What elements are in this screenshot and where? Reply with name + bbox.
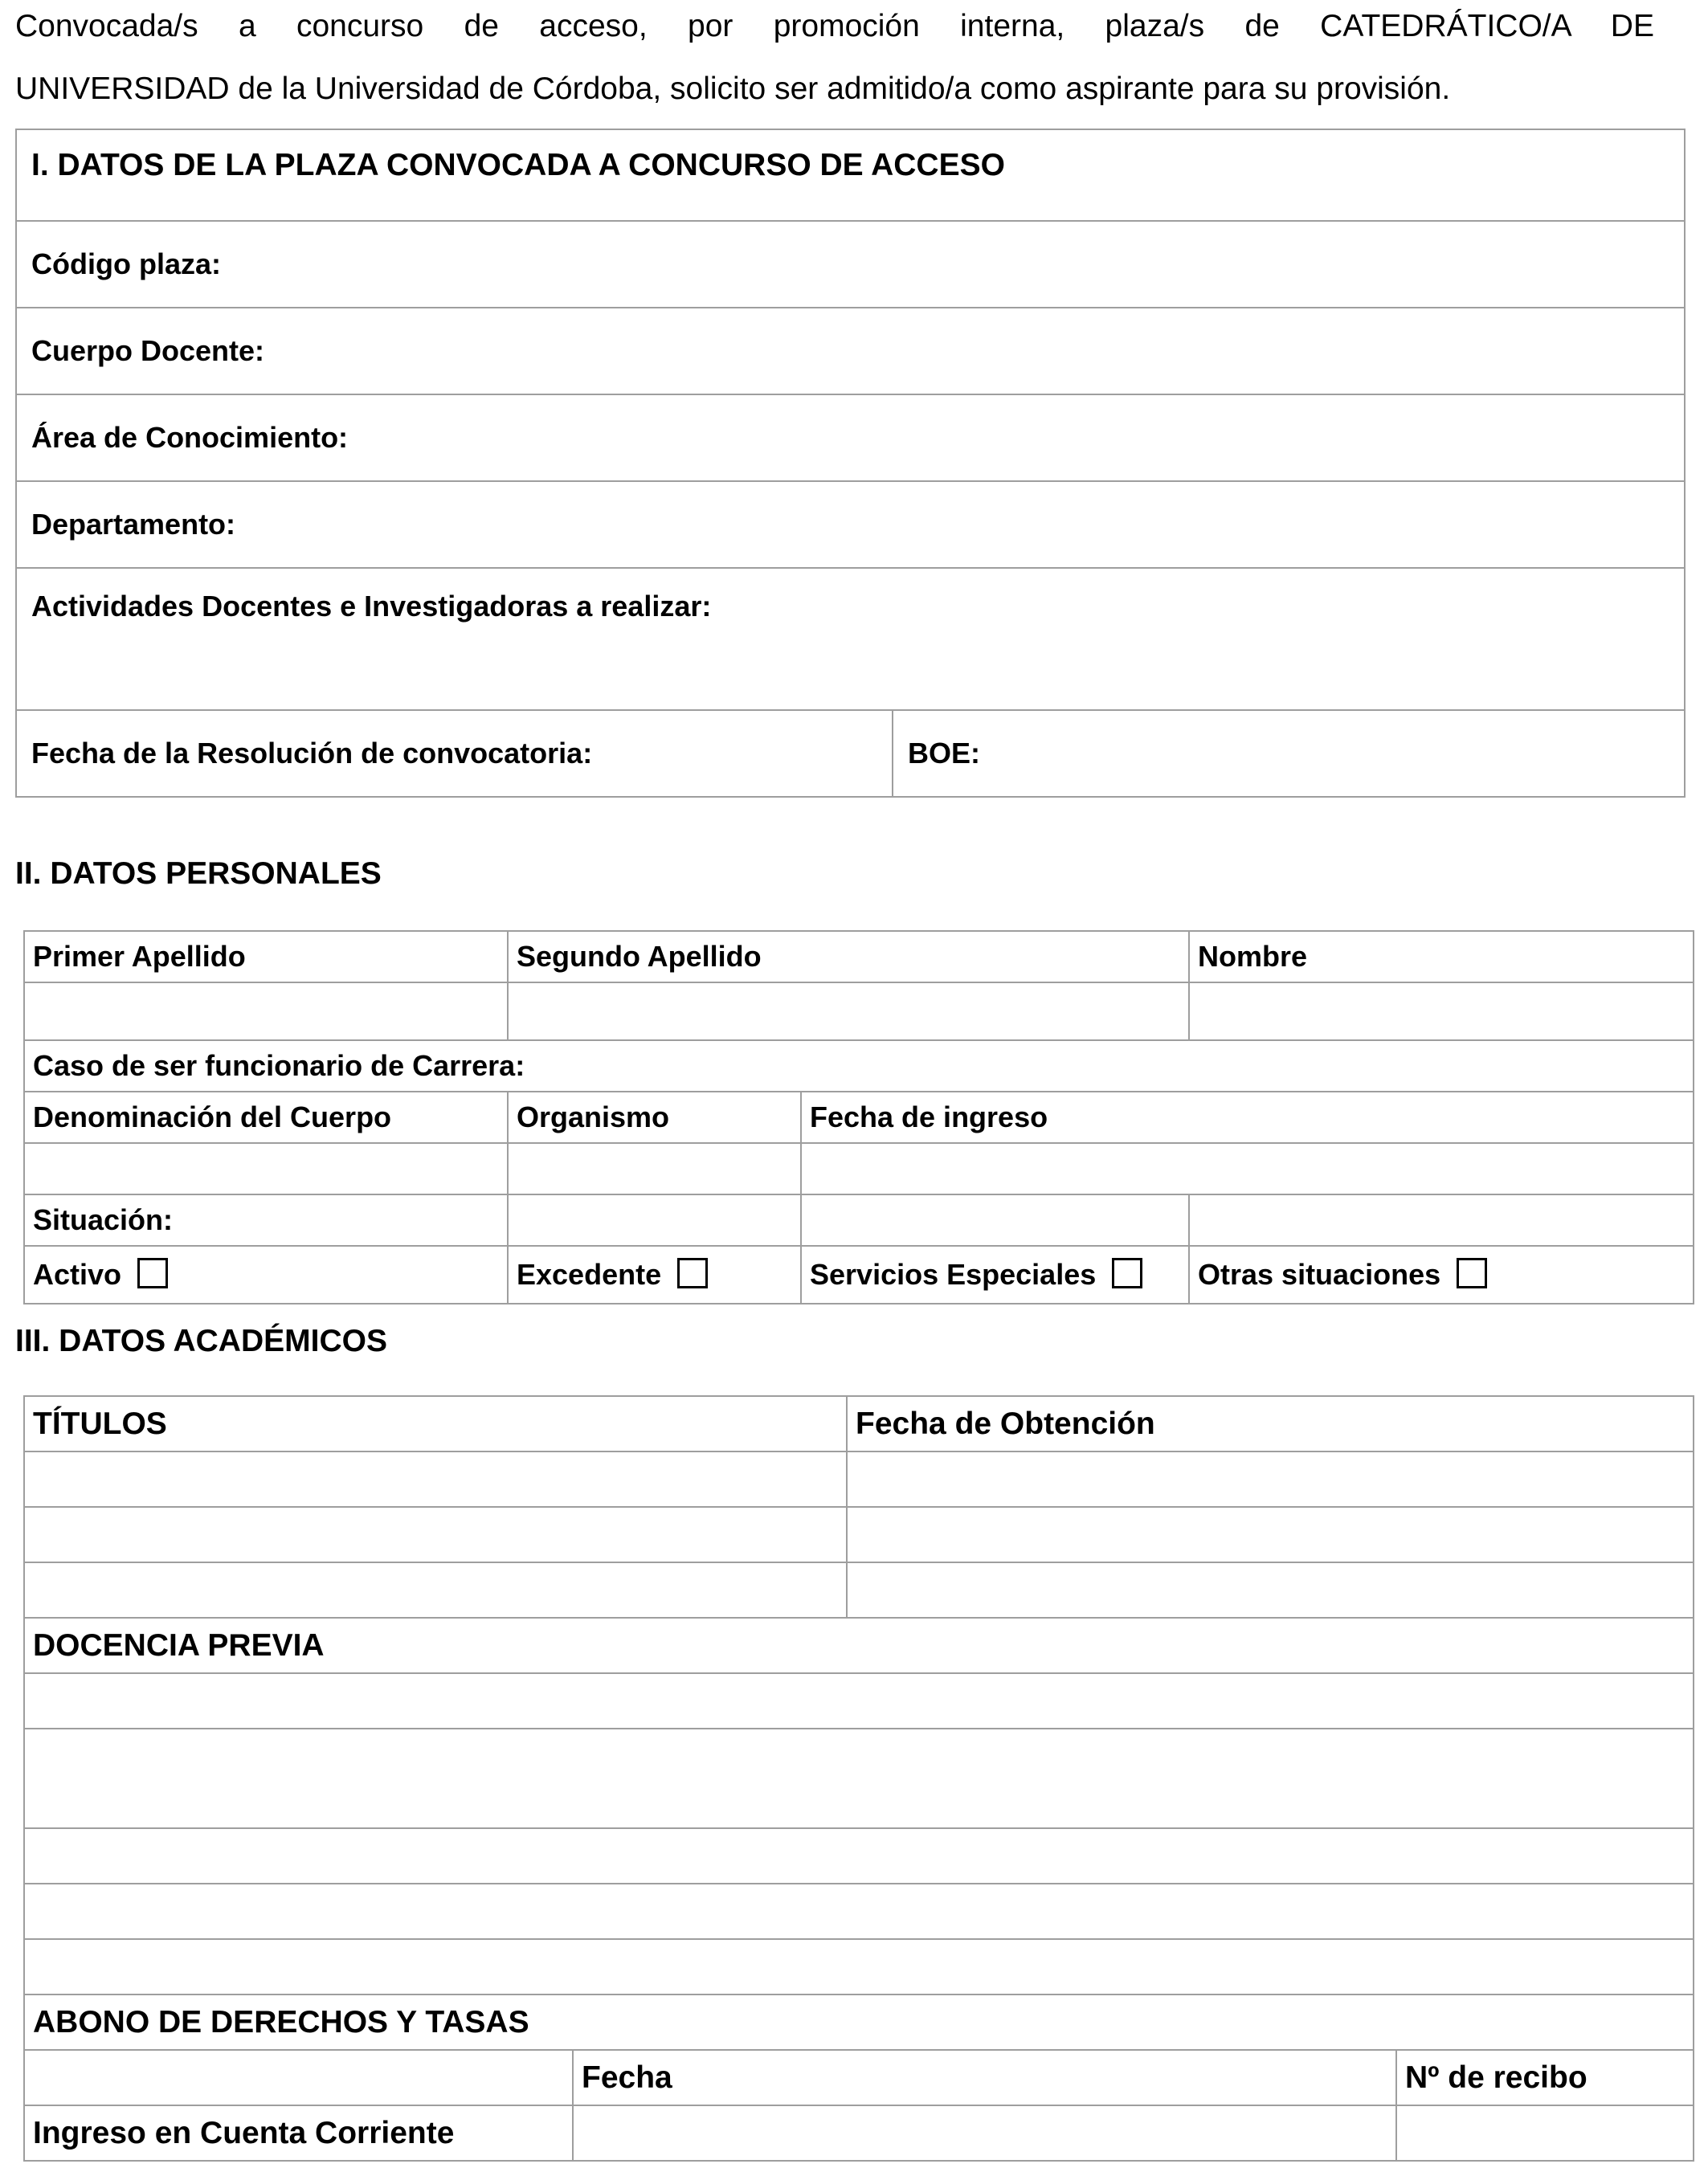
titulo-input[interactable]: [24, 1562, 847, 1618]
organismo-input[interactable]: [508, 1143, 801, 1194]
num-recibo-header: Nº de recibo: [1396, 2050, 1694, 2105]
excedente-checkbox[interactable]: [677, 1258, 708, 1288]
denominacion-input[interactable]: [24, 1143, 508, 1194]
docencia-previa-input[interactable]: [24, 1729, 1694, 1828]
servicios-especiales-checkbox[interactable]: [1112, 1258, 1142, 1288]
situacion-blank-2: [801, 1194, 1189, 1246]
situacion-blank-1: [508, 1194, 801, 1246]
primer-apellido-input[interactable]: [24, 982, 508, 1040]
intro-line-2: UNIVERSIDAD de la Universidad de Córdoba, solicito ser admitido/a como aspirante para su provisión.: [15, 71, 1451, 106]
abono-blank: [24, 2050, 573, 2105]
activo-label: Activo: [33, 1257, 122, 1291]
titulo-input[interactable]: [24, 1507, 847, 1562]
servicios-especiales-option: [801, 1246, 1189, 1304]
otras-situaciones-label: Otras situaciones: [1198, 1257, 1441, 1291]
docencia-previa-input[interactable]: [24, 1939, 1694, 1994]
boe-field[interactable]: BOE:: [893, 710, 1685, 797]
nombre-input[interactable]: [1189, 982, 1694, 1040]
num-recibo-input[interactable]: [1396, 2105, 1694, 2161]
fecha-obtencion-header: Fecha de Obtención: [847, 1396, 1694, 1451]
docencia-previa-input[interactable]: [24, 1884, 1694, 1939]
denominacion-label: Denominación del Cuerpo: [24, 1092, 508, 1143]
segundo-apellido-label: Segundo Apellido: [508, 931, 1189, 982]
ingreso-cuenta-label: Ingreso en Cuenta Corriente: [24, 2105, 573, 2161]
abono-header: ABONO DE DERECHOS Y TASAS: [24, 1994, 1694, 2050]
primer-apellido-label: Primer Apellido: [24, 931, 508, 982]
organismo-label: Organismo: [508, 1092, 801, 1143]
departamento-field[interactable]: Departamento:: [16, 481, 1685, 568]
fecha-ingreso-input[interactable]: [801, 1143, 1694, 1194]
plaza-table: [15, 129, 1686, 798]
nombre-label: Nombre: [1189, 931, 1694, 982]
servicios-especiales-label: Servicios Especiales: [810, 1257, 1097, 1291]
fecha-input[interactable]: [573, 2105, 1396, 2161]
datos-personales-table: [23, 930, 1694, 1304]
datos-academicos-table: [23, 1395, 1694, 2162]
otras-situaciones-checkbox[interactable]: [1457, 1258, 1487, 1288]
titulos-header: TÍTULOS: [24, 1396, 847, 1451]
fecha-obtencion-input[interactable]: [847, 1451, 1694, 1507]
excedente-label: Excedente: [517, 1257, 662, 1291]
section-3-title: III. DATOS ACADÉMICOS: [15, 1324, 387, 1358]
fecha-obtencion-input[interactable]: [847, 1507, 1694, 1562]
codigo-plaza-field[interactable]: Código plaza:: [16, 221, 1685, 308]
intro-line-1: Convocada/s a concurso de acceso, por promoción interna, plaza/s de CATEDRÁTICO/A DE: [15, 9, 1654, 43]
docencia-previa-header: DOCENCIA PREVIA: [24, 1618, 1694, 1673]
fecha-ingreso-label: Fecha de ingreso: [801, 1092, 1694, 1143]
area-conocimiento-field[interactable]: Área de Conocimiento:: [16, 394, 1685, 481]
section-1-title: I. DATOS DE LA PLAZA CONVOCADA A CONCURSO DE ACCESO: [16, 129, 1685, 221]
caso-funcionario-label: Caso de ser funcionario de Carrera:: [24, 1040, 1694, 1092]
activo-option: [24, 1246, 508, 1304]
fecha-obtencion-input[interactable]: [847, 1562, 1694, 1618]
otras-situaciones-option: [1189, 1246, 1694, 1304]
fecha-resolucion-field[interactable]: Fecha de la Resolución de convocatoria:: [16, 710, 893, 797]
segundo-apellido-input[interactable]: [508, 982, 1189, 1040]
situacion-blank-3: [1189, 1194, 1694, 1246]
docencia-previa-input[interactable]: [24, 1828, 1694, 1884]
excedente-option: [508, 1246, 801, 1304]
situacion-label: Situación:: [24, 1194, 508, 1246]
fecha-header: Fecha: [573, 2050, 1396, 2105]
actividades-field[interactable]: Actividades Docentes e Investigadoras a realizar:: [16, 568, 1685, 710]
section-2-title: II. DATOS PERSONALES: [15, 856, 382, 891]
activo-checkbox[interactable]: [137, 1258, 168, 1288]
docencia-previa-input[interactable]: [24, 1673, 1694, 1729]
cuerpo-docente-field[interactable]: Cuerpo Docente:: [16, 308, 1685, 394]
titulo-input[interactable]: [24, 1451, 847, 1507]
intro-paragraph: [15, 0, 1654, 125]
